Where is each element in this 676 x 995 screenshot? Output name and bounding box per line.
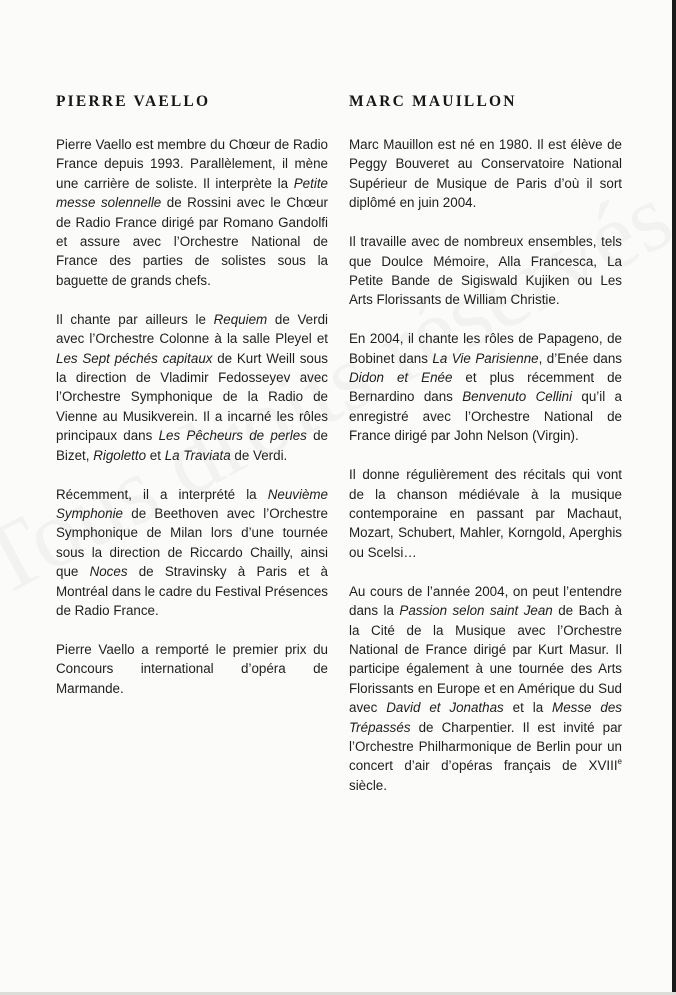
bio-paragraph: Il chante par ailleurs le Requiem de Verdi avec l’Orchestre Colonne à la salle Pleyel et Les Sept péchés capitaux de Kurt Weill sous la direction de Vladimir Fedosseyev avec l’Orchestre Symphonique de la Radio de Vienne au Musikverein. Il a incarné les rôles principaux dans Les Pêcheurs de perles de Bizet, Rigoletto et La Traviata de Verdi. — [56, 311, 329, 463]
work-title: La Vie Parisienne — [432, 350, 539, 366]
bio-paragraph: En 2004, il chante les rôles de Papageno, de Bobinet dans La Vie Parisienne, d’Enée dans Didon et Enée et plus récemment de Bernardino dans Benvenuto Cellini qu’il a enregistré avec l’Orchestre National de France dirigé par John Nelson (Virgin). — [349, 331, 622, 444]
work-title: Passion selon saint Jean — [399, 603, 553, 619]
page-edge-right — [672, 0, 676, 995]
bio-paragraph: Au cours de l’année 2004, on peut l’entendre dans la Passion selon saint Jean de Bach à la Cité de la Musique avec l’Orchestre National de France dirigé par Kurt Masur. Il participe également à une tournée des Arts Florissants en Europe et en Amérique du Sud avec David et Jonathas et la Messe des Trépassés de Charpentier. Il est invité par l’Orchestre Philharmonique de Berlin pour un concert d’air d’opéras français de XVIIIe siècle. — [349, 583, 622, 793]
work-title: Didon et Enée — [349, 370, 453, 386]
work-title: Noces — [89, 564, 128, 580]
bio-paragraph: Il donne régulièrement des récitals qui vont de la chanson médiévale à la musique contemporaine en passant par Machaut, Mozart, Schubert, Mahler, Korngold, Aperghis ou Scelsi… — [349, 467, 622, 560]
work-title: Benvenuto Cellini — [462, 389, 573, 405]
work-title: La Traviata — [164, 447, 231, 463]
heading-marc-mauillon: MARC MAUILLON — [349, 93, 517, 110]
bio-body — [56, 135, 328, 698]
bio-paragraph: Pierre Vaello est membre du Chœur de Radio France depuis 1993. Parallèlement, il mène une carrière de soliste. Il interprète la Petite messe solennelle de Rossini avec le Chœur de Radio France dirigé par Romano Gandolfi et assure avec l’Orchestre National de France des parties de solistes sous la baguette de grands chefs. — [56, 137, 328, 288]
work-title: Neuvième Symphonie — [56, 486, 328, 521]
work-title: Les Sept péchés capitaux — [56, 350, 213, 366]
bio-body — [349, 135, 622, 795]
bio-paragraph: Pierre Vaello a remporté le premier prix du Concours international d’opéra de Marmande. — [56, 641, 328, 696]
column-marc-mauillon — [349, 93, 622, 815]
work-title: Requiem — [213, 311, 268, 327]
heading-pierre-vaello: PIERRE VAELLO — [56, 93, 211, 110]
work-title: Messe des Trépassés — [349, 700, 622, 735]
column-pierre-vaello — [56, 93, 328, 718]
work-title: Rigoletto — [93, 447, 147, 463]
bio-paragraph: Il travaille avec de nombreux ensembles, tels que Doulce Mémoire, Alla Francesca, La Petite Bande de Sigiswald Kujiken ou Les Arts Florissants de William Christie. — [349, 234, 622, 308]
work-title: Les Pêcheurs de perles — [158, 428, 307, 444]
superscript: e — [617, 756, 622, 766]
bio-paragraph: Récemment, il a interprété la Neuvième Symphonie de Beethoven avec l’Orchestre Symphonique de Milan lors d’une tournée sous la direction de Riccardo Chailly, ainsi que Noces de Stravinsky à Paris et à Montréal dans le cadre du Festival Présences de Radio France. — [56, 486, 328, 618]
work-title: David et Jonathas — [386, 700, 504, 716]
work-title: Petite messe solennelle — [56, 175, 328, 211]
bio-paragraph: Marc Mauillon est né en 1980. Il est élève de Peggy Bouveret au Conservatoire National Supérieur de Musique de Paris d’où il sort diplômé en juin 2004. — [349, 137, 622, 211]
